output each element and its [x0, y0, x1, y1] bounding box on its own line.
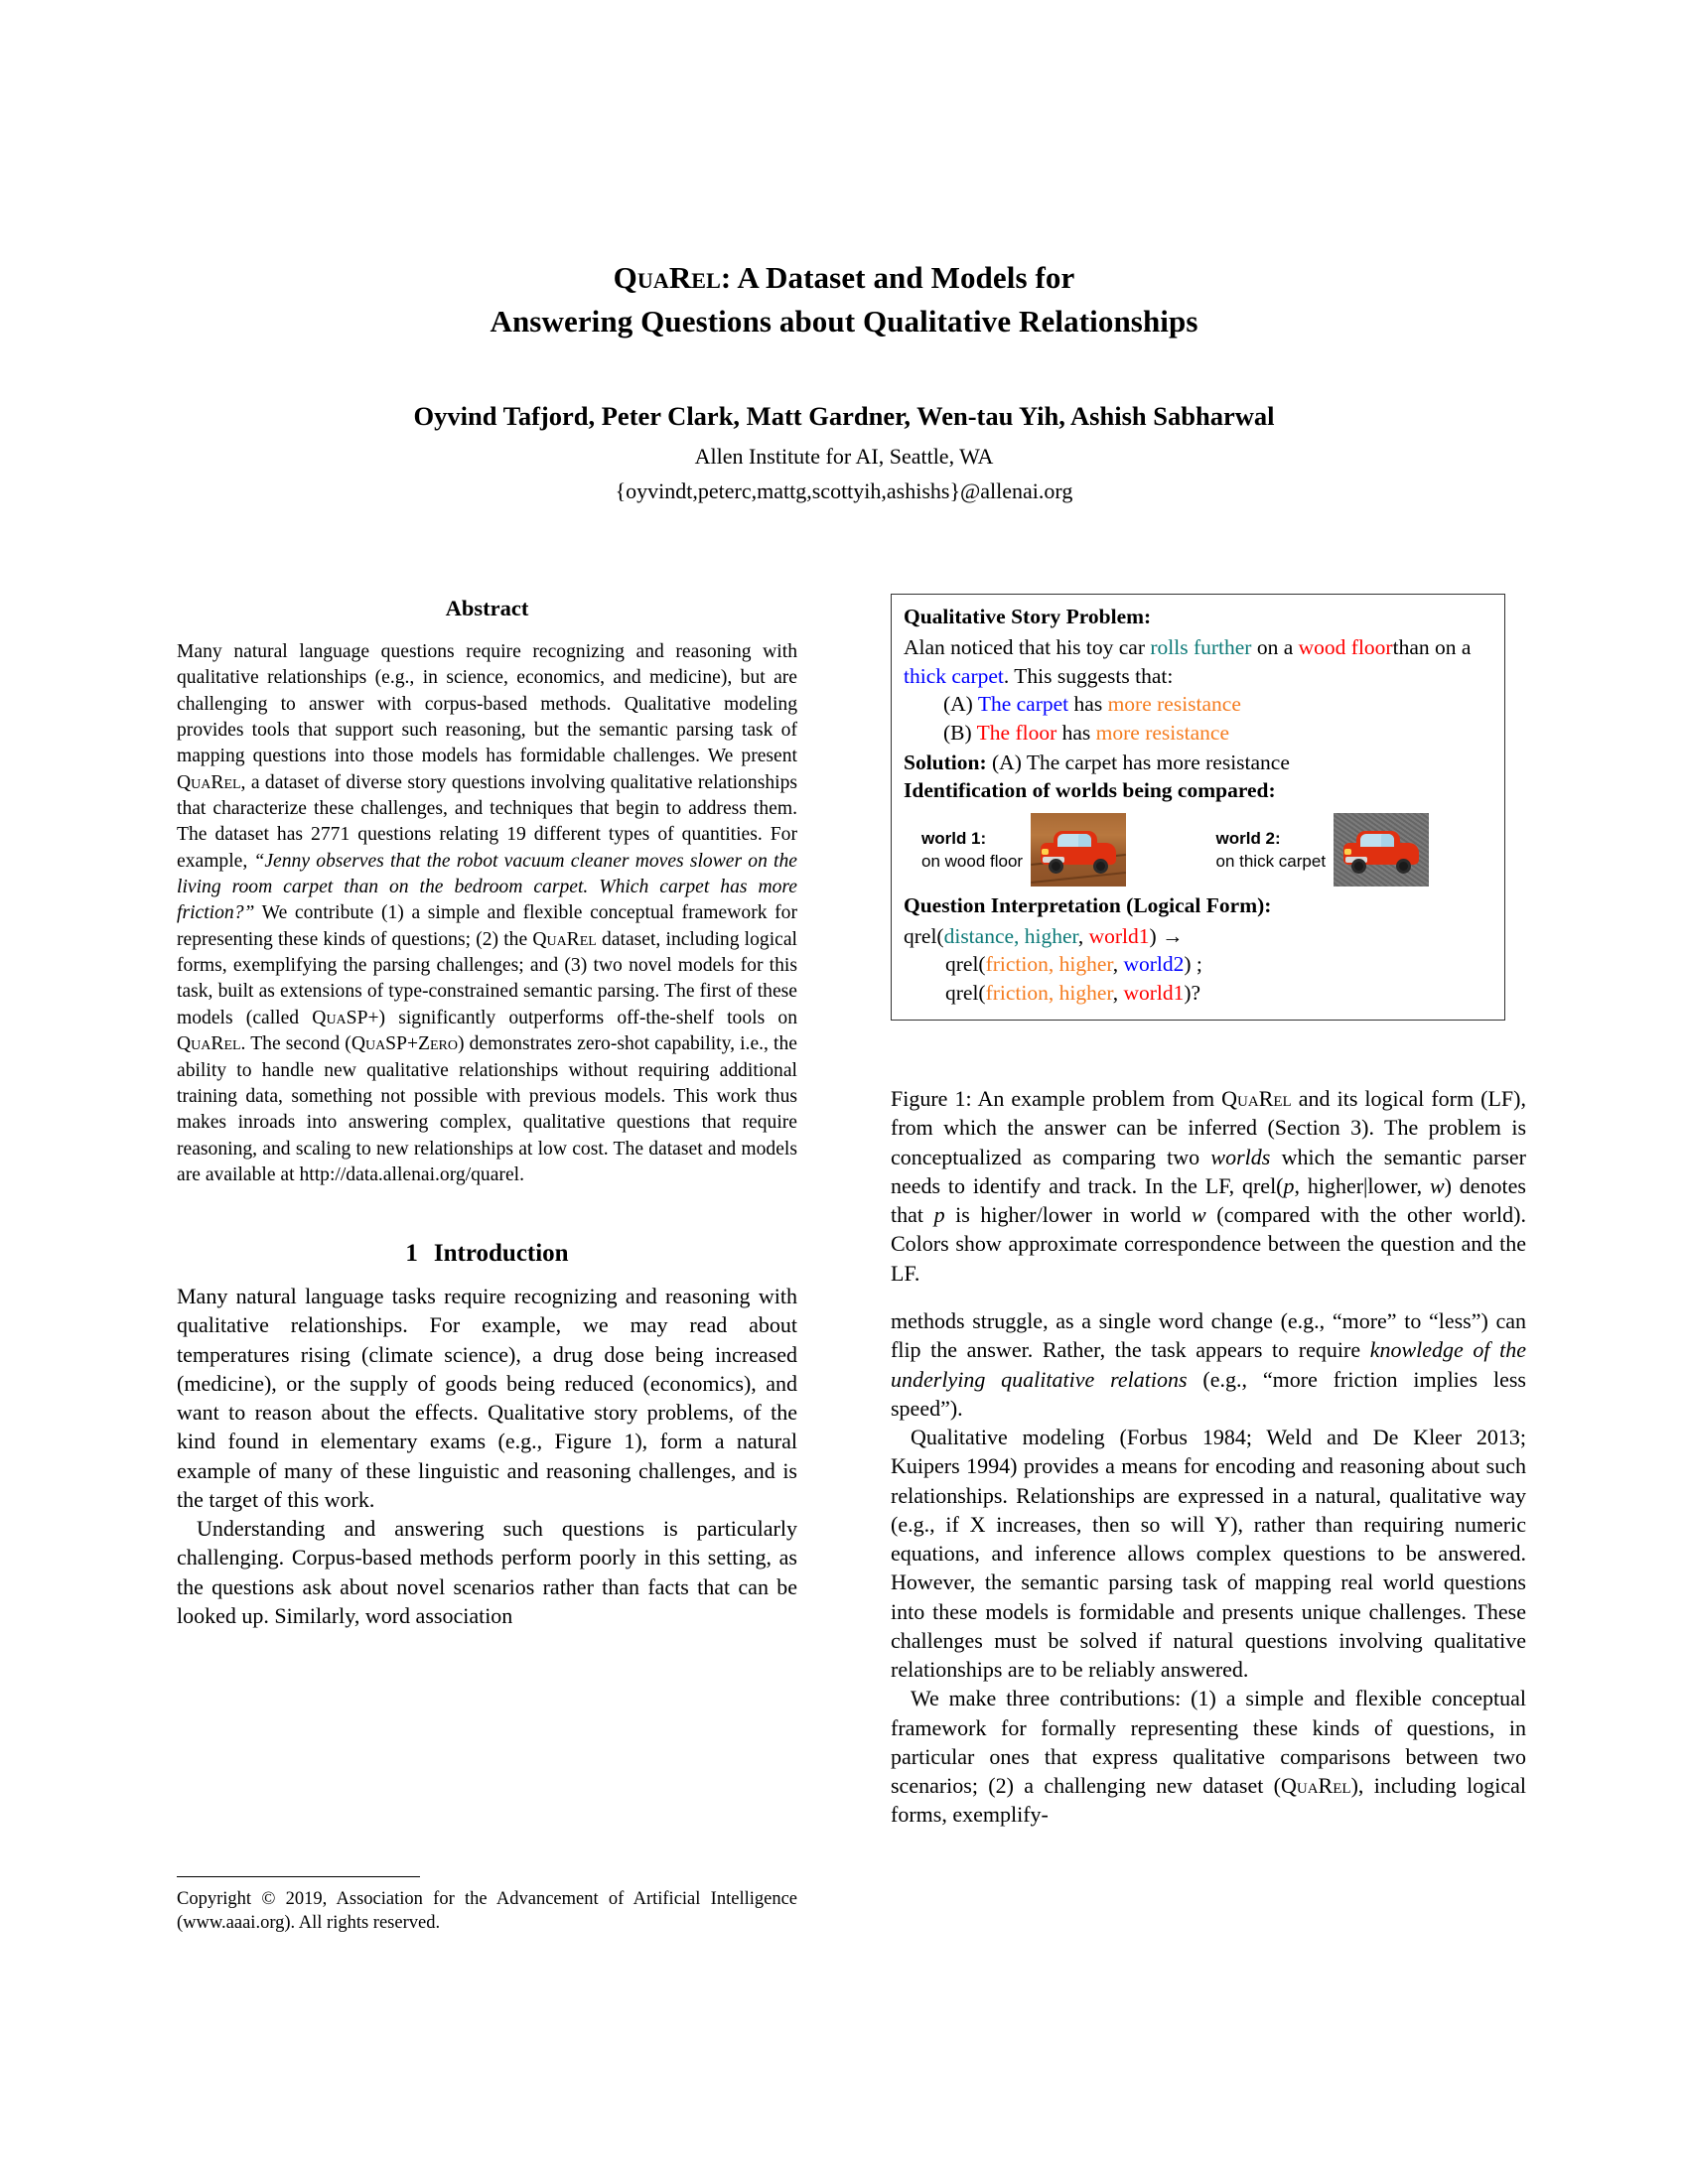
right-p1-b: (e.g., “more friction implies less speed”).: [891, 1366, 1526, 1421]
story-text-d: . This suggests that:: [1003, 663, 1174, 688]
solution-text: (A) The carpet has more resistance: [986, 751, 1290, 775]
solution-line: [904, 749, 1492, 777]
right-p3-b: ), including logical forms, exemplify-: [891, 1773, 1526, 1828]
title-line1-rest: : A Dataset and Models for: [720, 260, 1075, 295]
world-1-image-toy-car-on-wood-floor: [1031, 813, 1126, 887]
lf2-world: world2: [1123, 952, 1185, 977]
right-p3-a: We make three contributions: (1) a simple and flexible conceptual framework for formally representing these kinds of questions, in particular ones that express qualitative comparisons between two scenarios; (2) a challenging new dataset (: [891, 1686, 1526, 1798]
lf1-predicate: distance, higher: [943, 923, 1078, 948]
choice-b-mid: has: [1056, 720, 1096, 745]
logical-form-label: Question Interpretation (Logical Form):: [904, 892, 1272, 917]
abstract-sc-quarel-1: QuaRel: [177, 771, 241, 793]
caption-var-w2: w: [1192, 1202, 1206, 1227]
right-p3-sc-quarel: QuaRel: [1281, 1773, 1351, 1798]
abstract-heading: Abstract: [445, 596, 529, 620]
story-problem-label: Qualitative Story Problem:: [904, 605, 1152, 628]
solution-label: Solution:: [904, 751, 987, 775]
world-2-image-toy-car-on-thick-carpet: [1334, 813, 1429, 887]
story-highlight-thick-carpet: thick carpet: [904, 663, 1004, 688]
abstract-example-quote: “Jenny observes that the robot vacuum cleaner moves slower on the living room carpet than on the bedroom carpet. Which carpet has more friction?”: [177, 850, 797, 924]
story-highlight-rolls-further: rolls further: [1150, 634, 1252, 659]
choice-b-tag: (B): [943, 720, 977, 745]
choice-a-carpet: The carpet: [977, 692, 1069, 717]
abstract-part2: , a dataset of diverse story questions involving qualitative relationships that characterize these challenges, and techniques that begin to address them. The dataset has 2771 questions relating 19 different types of quantities. For example,: [177, 771, 797, 872]
world-2-name: world 2:: [1215, 828, 1281, 848]
choice-a-tag: (A): [943, 692, 978, 717]
title-line2: Answering Questions about Qualitative Relationships: [490, 304, 1198, 340]
section-title: Introduction: [433, 1240, 569, 1268]
choice-a-resistance: more resistance: [1107, 692, 1241, 717]
abstract-sc-quarel-3: QuaRel: [177, 1033, 241, 1055]
abstract-part7: ) demonstrates zero-shot capability, i.e., the ability to handle new qualitative relationships without requiring additional training data, something not possible with previous models. This work thus makes inroads into answering complex, qualitative questions that require reasoning, and scaling to new relationships at low cost. The dataset and models are available at http://data.allenai.org/quarel.: [177, 1033, 797, 1185]
caption-part7: (compared with the other world). Colors show approximate correspondence between the question and the LF.: [891, 1202, 1526, 1286]
right-p1-a: methods struggle, as a single word change (e.g., “more” to “less”) can flip the answer. Rather, the task appears to require: [891, 1308, 1526, 1363]
lf3-open: qrel(: [945, 980, 986, 1005]
copyright-notice: Copyright © 2019, Association for the Advancement of Artificial Intelligence (www.aaai.org). All rights reserved.: [177, 1889, 797, 1934]
answer-choice-b: [943, 719, 1492, 748]
world-1-name: world 1:: [921, 828, 987, 848]
lf2-predicate: friction, higher: [985, 952, 1113, 977]
logical-form-line-3: [945, 979, 1492, 1008]
right-paragraph-2: Qualitative modeling (Forbus 1984; Weld and De Kleer 2013; Kuipers 1994) provides a means for encoding and reasoning about such relationships. Relationships are expressed in a natural, qualitative way (e.g., if X increases, then so will Y), rather than requiring numeric equations, and inference allows complex questions to be answered. However, the semantic parsing task of mapping real world questions into these models is formidable and presents unique challenges. These challenges must be solved if natural questions involving qualitative relationships are to be reliably answered.: [891, 1425, 1526, 1682]
lf2-sep: ,: [1112, 952, 1124, 977]
story-highlight-wood-floor: wood floor: [1298, 634, 1393, 659]
contact-email: {oyvindt,peterc,mattg,scottyih,ashishs}@allenai.org: [615, 478, 1073, 504]
footnote-block: [177, 1876, 797, 1936]
caption-part3: which the semantic parser needs to identify and track. In the LF, qrel(: [891, 1144, 1526, 1198]
world-2-text: [1198, 813, 1335, 874]
left-column: [177, 596, 797, 1630]
abstract-body: [177, 639, 797, 1188]
affiliation: Allen Institute for AI, Seattle, WA: [694, 444, 994, 470]
caption-var-p1: p: [1283, 1172, 1295, 1198]
toy-car-icon: [1343, 829, 1419, 871]
story-text-c: than on a: [1392, 634, 1472, 659]
lf2-open: qrel(: [945, 952, 986, 977]
world-1-block: [904, 813, 1198, 887]
world-1-description: on wood floor: [921, 852, 1024, 872]
world-2-description: on thick carpet: [1215, 852, 1327, 872]
toy-car-icon: [1041, 829, 1116, 871]
figure-1-box: [891, 594, 1505, 1021]
abstract-part1: Many natural language questions require recognizing and reasoning with qualitative relationships (e.g., in science, economics, and medicine), but are challenging to answer with corpus-based methods. Qualitative modeling provides tools that support such reasoning, but the semantic parsing task of mapping questions into those models has formidable challenges. We present: [177, 641, 797, 767]
right-column: [891, 1306, 1526, 1830]
abstract-part4: dataset, including logical forms, exemplifying the parsing challenges; and (3) two novel models for this task, built as extensions of type-constrained semantic parsing. The first of these models (called: [177, 928, 797, 1028]
world-2-block: [1198, 813, 1493, 887]
abstract-part5: ) significantly outperforms off-the-shelf tools on: [378, 1007, 797, 1028]
section-number: 1: [405, 1240, 418, 1268]
abstract-part3: We contribute (1) a simple and flexible conceptual framework for representing these kinds of questions; (2) the: [177, 902, 797, 950]
choice-b-resistance: more resistance: [1095, 720, 1229, 745]
caption-part1: Figure 1: An example problem from: [891, 1086, 1222, 1111]
world-1-text: [904, 813, 1031, 874]
lf1-open: qrel(: [904, 923, 944, 948]
abstract-sc-quarel-2: QuaRel: [532, 928, 597, 950]
caption-sc-quarel: QuaRel: [1221, 1086, 1292, 1111]
right-paragraph-1: [891, 1306, 1526, 1423]
caption-var-w1: w: [1429, 1172, 1445, 1198]
choice-b-floor: The floor: [976, 720, 1057, 745]
abstract-sc-quasp-zero: QuaSP+Zero: [351, 1033, 458, 1055]
lf2-close: ) ;: [1184, 952, 1202, 977]
lf3-close: )?: [1184, 980, 1201, 1005]
right-p1-italic: knowledge of the underlying qualitative relations: [891, 1337, 1526, 1392]
title-quarel-smallcaps: QuaRel: [613, 260, 721, 295]
abstract-sc-quasp-plus: QuaSP+: [312, 1007, 379, 1028]
lf3-world: world1: [1123, 980, 1185, 1005]
footnote-rule: [177, 1876, 420, 1877]
author-list: Oyvind Tafjord, Peter Clark, Matt Gardner, Wen-tau Yih, Ashish Sabharwal: [413, 401, 1275, 432]
lf3-sep: ,: [1112, 980, 1124, 1005]
intro-paragraph-2: Understanding and answering such questions is particularly challenging. Corpus-based methods perform poorly in this setting, as the questions ask about novel scenarios rather than facts that can be looked up. Similarly, word association: [177, 1516, 797, 1628]
section-heading-introduction: [177, 1240, 797, 1268]
caption-part2: and its logical form (LF), from which the answer can be inferred (Section 3). The problem is conceptualized as comparing two: [891, 1086, 1526, 1169]
story-text-a: Alan noticed that his toy car: [904, 634, 1151, 659]
choice-a-mid: has: [1068, 692, 1108, 717]
story-problem-line-1: [904, 633, 1492, 690]
caption-part4: , higher|lower,: [1294, 1172, 1430, 1198]
logical-form-line-2: [945, 950, 1492, 979]
lf1-close: ) →: [1149, 923, 1184, 948]
lf1-world: world1: [1088, 923, 1150, 948]
intro-paragraph-1: Many natural language tasks require recognizing and reasoning with qualitative relationships. For example, we may read about temperatures rising (climate science), a drug dose being increased (medicine), or the supply of goods being reduced (economics), and want to reason about the effects. Qualitative story problems, of the kind found in elementary exams (e.g., Figure 1), form a natural example of many of these linguistic and reasoning challenges, and is the target of this work.: [177, 1284, 797, 1512]
lf3-predicate: friction, higher: [985, 980, 1113, 1005]
lf1-sep: ,: [1077, 923, 1089, 948]
abstract-part6: . The second (: [240, 1033, 352, 1055]
logical-form-line-1: [904, 922, 1492, 951]
page-title: [248, 256, 1440, 343]
figure-1-caption: [891, 1084, 1526, 1288]
caption-part6: is higher/lower in world: [944, 1202, 1192, 1227]
answer-choice-a: [943, 690, 1492, 719]
worlds-identification-label: Identification of worlds being compared:: [904, 777, 1276, 802]
worlds-comparison-strip: [904, 813, 1492, 887]
right-paragraph-3: [891, 1684, 1526, 1829]
story-text-b: on a: [1251, 634, 1299, 659]
caption-part5: ) denotes that: [891, 1172, 1526, 1227]
caption-var-p2: p: [933, 1202, 945, 1227]
caption-italic-worlds: worlds: [1210, 1144, 1271, 1169]
